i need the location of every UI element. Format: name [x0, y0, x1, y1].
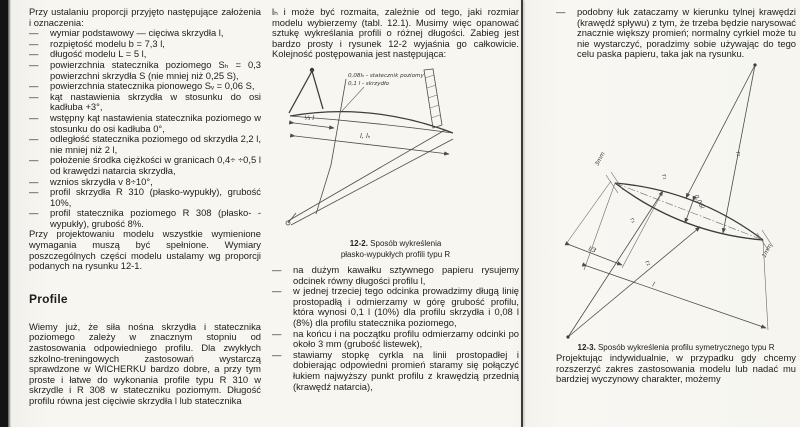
bullet-text: wstępny kąt nastawienia statecznika poziomego w stosunku do osi kadłuba 0°, [50, 111, 261, 134]
right-column [556, 7, 796, 385]
bullet-dash: — [29, 37, 39, 49]
scan-binding-edge [0, 0, 8, 427]
figure-12-2 [272, 66, 519, 260]
radius-label-r2: r₂ [734, 150, 743, 158]
bullet-dash: — [29, 154, 39, 166]
scan-binding-shadow [8, 0, 11, 427]
bullet-text: powierzchnia statecznika pionowego Sᵥ = 0,06 S, [50, 80, 255, 92]
diagram-symmetric-profile [556, 60, 796, 342]
list-item [29, 208, 261, 229]
section-heading-profile: Profile [29, 291, 68, 306]
bullet-text: stawiamy stopkę cyrkla na linii prostopadłej i dobierając odpowiedni promień staramy się połączyć łukiem najwyższy punkt profilu z krawędzią przednią (krawędź natarcia), [293, 348, 519, 392]
bullet-dash: — [556, 6, 566, 17]
list-item [272, 265, 519, 286]
dimension-label: ⅓ l [304, 113, 315, 122]
bullet-text: położenie środka ciężkości w granicach 0,4÷ ÷0,5 l od krawędzi natarcia skrzydła, [50, 154, 261, 176]
radius-label-r2: r₂ [643, 259, 652, 268]
left-column [29, 7, 261, 407]
bullet-dash: — [29, 111, 39, 123]
paragraph-design: Przy projektowaniu modelu wszystkie wymienione wymagania muszą być spełnione. Wymiary poszczególnych części modelu ustalamy wg proporcji podanych na rysunku 12-1. [29, 228, 261, 272]
list-item [272, 329, 519, 350]
dimension-label: l/3 [587, 245, 598, 255]
bullet-dash: — [272, 263, 282, 275]
dimension-chord [584, 183, 768, 330]
tick-label-left: 3mm [594, 151, 607, 167]
paragraph-closing: Projektując indywidualnie, w przypadku gdy chcemy rozszerzyć zakres zastosowania modelu lub nadać mu bardziej wyczynowy charakter, możemy [556, 351, 796, 385]
page-gutter-line [521, 0, 523, 427]
bullet-text: na końcu i na początku profilu odmierzamy odcinki po około 3 mm (grubość listewek), [293, 327, 519, 350]
list-item [29, 60, 261, 81]
dimension-one-third [566, 181, 663, 268]
procedure-list [272, 265, 519, 392]
bullet-text: profil statecznika poziomego R 308 (płasko- -wypukły), grubość 8%. [50, 207, 261, 229]
bullet-dash: — [29, 133, 39, 145]
bullet-dash: — [29, 80, 39, 92]
bullet-dash: — [29, 90, 39, 102]
bullet-text: odległość statecznika poziomego od skrzydła 2,2 l, nie mniej niż 2 l, [50, 133, 261, 155]
one-third-line [331, 79, 346, 165]
dimension-chord [295, 132, 449, 154]
list-item [272, 286, 519, 328]
bullet-dash: — [272, 285, 282, 297]
list-item [556, 7, 796, 60]
note-skrzydlo: 0,1 l - skrzydło [348, 80, 390, 87]
compass-icon [289, 68, 323, 113]
caption-text: płasko-wypukłych profili typu R [340, 249, 451, 259]
caption-text: Sposób wykreślenia profilu symetrycznego typu R [597, 342, 775, 352]
bullet-text: na dużym kawałku sztywnego papieru rysujemy odcinek równy długości profilu l, [293, 263, 519, 286]
bullet-dash: — [29, 175, 39, 187]
thickness-label: 0,06l [692, 193, 706, 211]
radius-lines-r1 [566, 191, 700, 339]
figure-12-3 [556, 60, 796, 353]
dimension-one-third [294, 114, 334, 128]
dimension-label: l [651, 280, 656, 289]
bullet-dash: — [29, 207, 39, 219]
tick-label-right: 1mm [761, 243, 774, 259]
paragraph-continuation: lₕ i może być rozmaita, zależnie od tego, jaki rozmiar modelu wybierzemy (tabl. 12.1). Musimy więc opanować sztukę wykreślania profili o różnej długości. Zabieg jest bardzo prosty i rysunek 12-2 wyjaśnia go całkowicie. Kolejność postępowania jest następująca: [272, 6, 519, 60]
paper-strip-icon [424, 69, 442, 128]
diagram-convex-profile [272, 66, 519, 238]
bullet-text: wymiar podstawowy — cięciwa skrzydła l, [50, 27, 224, 39]
note-statecznik: 0,08lₕ - statecznik poziomy [348, 72, 424, 79]
bullet-text: rozpiętość modelu b = 7,3 l, [50, 37, 165, 49]
airfoil-profile-outline [290, 112, 453, 133]
figure-number: 12-3. [577, 342, 596, 352]
middle-column [272, 7, 519, 392]
paragraph-intro: Przy ustalaniu proporcji przyjęto następujące założenia i oznaczenia: [29, 6, 261, 28]
thickness-note [342, 73, 424, 111]
bullet-dash: — [272, 327, 282, 339]
list-item [29, 92, 261, 113]
construction-lines [288, 130, 453, 225]
figure-number: 12-2. [349, 238, 368, 248]
bullet-text: długość modelu L = 5 l, [50, 48, 147, 60]
bullet-dash: — [29, 58, 39, 70]
bullet-text: profil skrzydła R 310 (płasko-wypukły), grubość 10%, [50, 186, 261, 208]
bullet-text: podobny łuk zataczamy w kierunku tylnej krawędzi (krawędź spływu) z tym, że trzeba będzie narysować znacznie większy promień; normalny cyrkiel może tu nie wystarczyć, poradzimy sobie używając do tego celu paska papieru, taka jak na rysunku. [577, 6, 796, 60]
bullet-dash: — [29, 27, 39, 39]
bullet-text: w jednej trzeciej tego odcinka prowadzimy długą linię prostopadłą i odmierzamy w górę grubość profilu, która wynosi 0,1 l (10%) dla profilu skrzydła i 0,08 l (8%) dla profilu statecznika poziomego, [293, 285, 519, 328]
bullet-text: powierzchnia statecznika poziomego Sₕ = 0,3 powierzchni skrzydła S (nie mniej niż 0,25 S), [50, 58, 261, 81]
list-item [29, 134, 261, 155]
list-item [29, 155, 261, 176]
radius-lines-r2 [686, 63, 757, 233]
bullet-dash: — [29, 186, 39, 198]
bullet-text: kąt nastawienia skrzydła w stosunku do osi kadłuba +3°, [50, 90, 261, 113]
assumptions-list [29, 28, 261, 229]
thickness-dimension [685, 194, 706, 223]
bullet-text: wznios skrzydła v 8÷10°, [50, 175, 153, 187]
paragraph-profiles: Wiemy już, że siła nośna skrzydła i statecznika poziomego zależy w znacznym stopniu od zastosowania odpowiedniego profilu. Dla zwykłych szkolno-treningowych zastosowań wystarczą sprawdzone w WICHERKU bardzo dobre, a przy tym proste i łatwe do wykonania profile typu R 310 w skrzydle i R 308 w stateczniku poziomym. Długość profilu równa jest cięciwie skrzydła l lub statecznika [29, 320, 261, 406]
radius-label-r1: r₁ [628, 216, 637, 225]
bullet-dash: — [29, 48, 39, 60]
list-item [29, 187, 261, 208]
radius-label-r1: r₁ [660, 173, 669, 181]
bullet-dash: — [272, 348, 282, 360]
caption-text: Sposób wykreślenia [370, 238, 442, 248]
edge-ticks [594, 151, 773, 259]
list-item [272, 350, 519, 392]
list-item [29, 113, 261, 134]
figure-caption [272, 238, 519, 260]
dimension-label: l, lₕ [360, 131, 371, 140]
